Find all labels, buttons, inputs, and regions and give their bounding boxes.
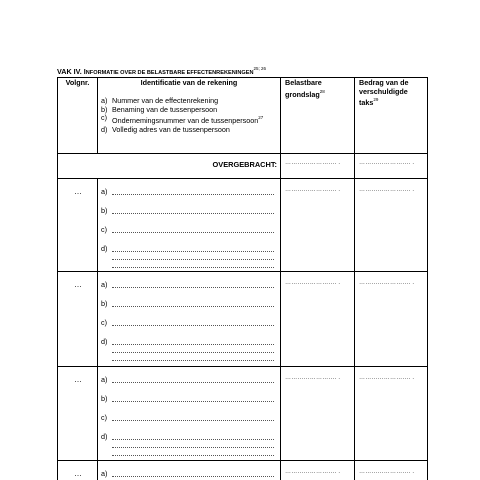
entry-fill-line[interactable] [112, 306, 274, 307]
entry-grondslag-field[interactable]: ……………………. . [285, 187, 341, 193]
entry-letter-label: a) [101, 469, 108, 478]
entry-letter-label: d) [101, 432, 108, 441]
ident-item-d: d) Volledig adres van de tussenpersoon [101, 124, 230, 134]
overgebracht-grondslag-field[interactable]: ……………………. . [285, 160, 341, 166]
overgebracht-bottom-line [57, 178, 428, 179]
entry-letter-label: b) [101, 206, 108, 215]
entry-letter-label: d) [101, 244, 108, 253]
entry-taks-field[interactable]: ……………………. . [359, 375, 415, 381]
row-divider-3 [57, 460, 428, 461]
entry-letter-label: c) [101, 225, 107, 234]
entry-fill-line[interactable] [112, 401, 274, 402]
row-divider-2 [57, 366, 428, 367]
col-divider-1b [97, 178, 98, 480]
col-divider-2 [280, 77, 281, 480]
entry-fill-line[interactable] [112, 476, 274, 477]
section-title: VAK IV. INFORMATIE OVER DE BELASTBARE EFFECTENREKENINGEN$^{25; 26}$ [57, 66, 266, 76]
header-bottom-line [57, 153, 428, 154]
entry-fill-line[interactable] [112, 232, 274, 233]
entry-fill-line[interactable] [112, 325, 274, 326]
entry-letter-label: c) [101, 413, 107, 422]
entry-letter-label: b) [101, 394, 108, 403]
entry-taks-field[interactable]: ……………………. . [359, 187, 415, 193]
row-divider-1 [57, 271, 428, 272]
col-divider-1 [97, 77, 98, 153]
entry-taks-field[interactable]: ……………………. . [359, 280, 415, 286]
entry-fill-line[interactable] [112, 420, 274, 421]
entry-volgnr-field[interactable]: … [74, 469, 82, 478]
entry-fill-line[interactable] [112, 287, 274, 288]
header-taks: Bedrag van de verschuldigde taks$^{29}$ [359, 78, 409, 107]
entry-letter-label: b) [101, 299, 108, 308]
header-identificatie: Identificatie van de rekening [140, 78, 238, 87]
entry-letter-label: d) [101, 337, 108, 346]
entry-grondslag-field[interactable]: ……………………. . [285, 280, 341, 286]
entry-address-line[interactable] [112, 352, 274, 353]
ident-item-c: c) Ondernemingsnummer van de tussenpersoon$^{27}$ [101, 113, 264, 126]
entry-volgnr-field[interactable]: … [74, 187, 82, 196]
entry-letter-label: c) [101, 318, 107, 327]
entry-volgnr-field[interactable]: … [74, 280, 82, 289]
identificatie-list [101, 97, 281, 134]
ident-item-a: a) Nummer van de effectenrekening [101, 96, 219, 105]
entry-fill-line[interactable] [112, 251, 274, 252]
entry-fill-line[interactable] [112, 382, 274, 383]
entry-grondslag-field[interactable]: ……………………. . [285, 375, 341, 381]
entry-address-line[interactable] [112, 360, 274, 361]
header-grondslag: Belastbare grondslag$^{28}$ [285, 78, 325, 99]
entry-volgnr-field[interactable]: … [74, 375, 82, 384]
entry-letter-label: a) [101, 375, 108, 384]
entry-letter-label: a) [101, 187, 108, 196]
entry-fill-line[interactable] [112, 213, 274, 214]
entry-fill-line[interactable] [112, 439, 274, 440]
entry-address-line[interactable] [112, 455, 274, 456]
overgebracht-taks-field[interactable]: ……………………. . [359, 160, 415, 166]
header-volgnr: Volgnr. [65, 78, 90, 87]
entry-address-line[interactable] [112, 447, 274, 448]
entry-letter-label: a) [101, 280, 108, 289]
entry-taks-field[interactable]: ……………………. . [359, 469, 415, 475]
entry-fill-line[interactable] [112, 344, 274, 345]
overgebracht-label: OVERGEBRACHT: [212, 160, 277, 169]
entry-fill-line[interactable] [112, 194, 274, 195]
entry-grondslag-field[interactable]: ……………………. . [285, 469, 341, 475]
col-divider-3 [354, 77, 355, 480]
entry-address-line[interactable] [112, 259, 274, 260]
entry-address-line[interactable] [112, 267, 274, 268]
ident-item-b: b) Benaming van de tussenpersoon [101, 104, 218, 114]
